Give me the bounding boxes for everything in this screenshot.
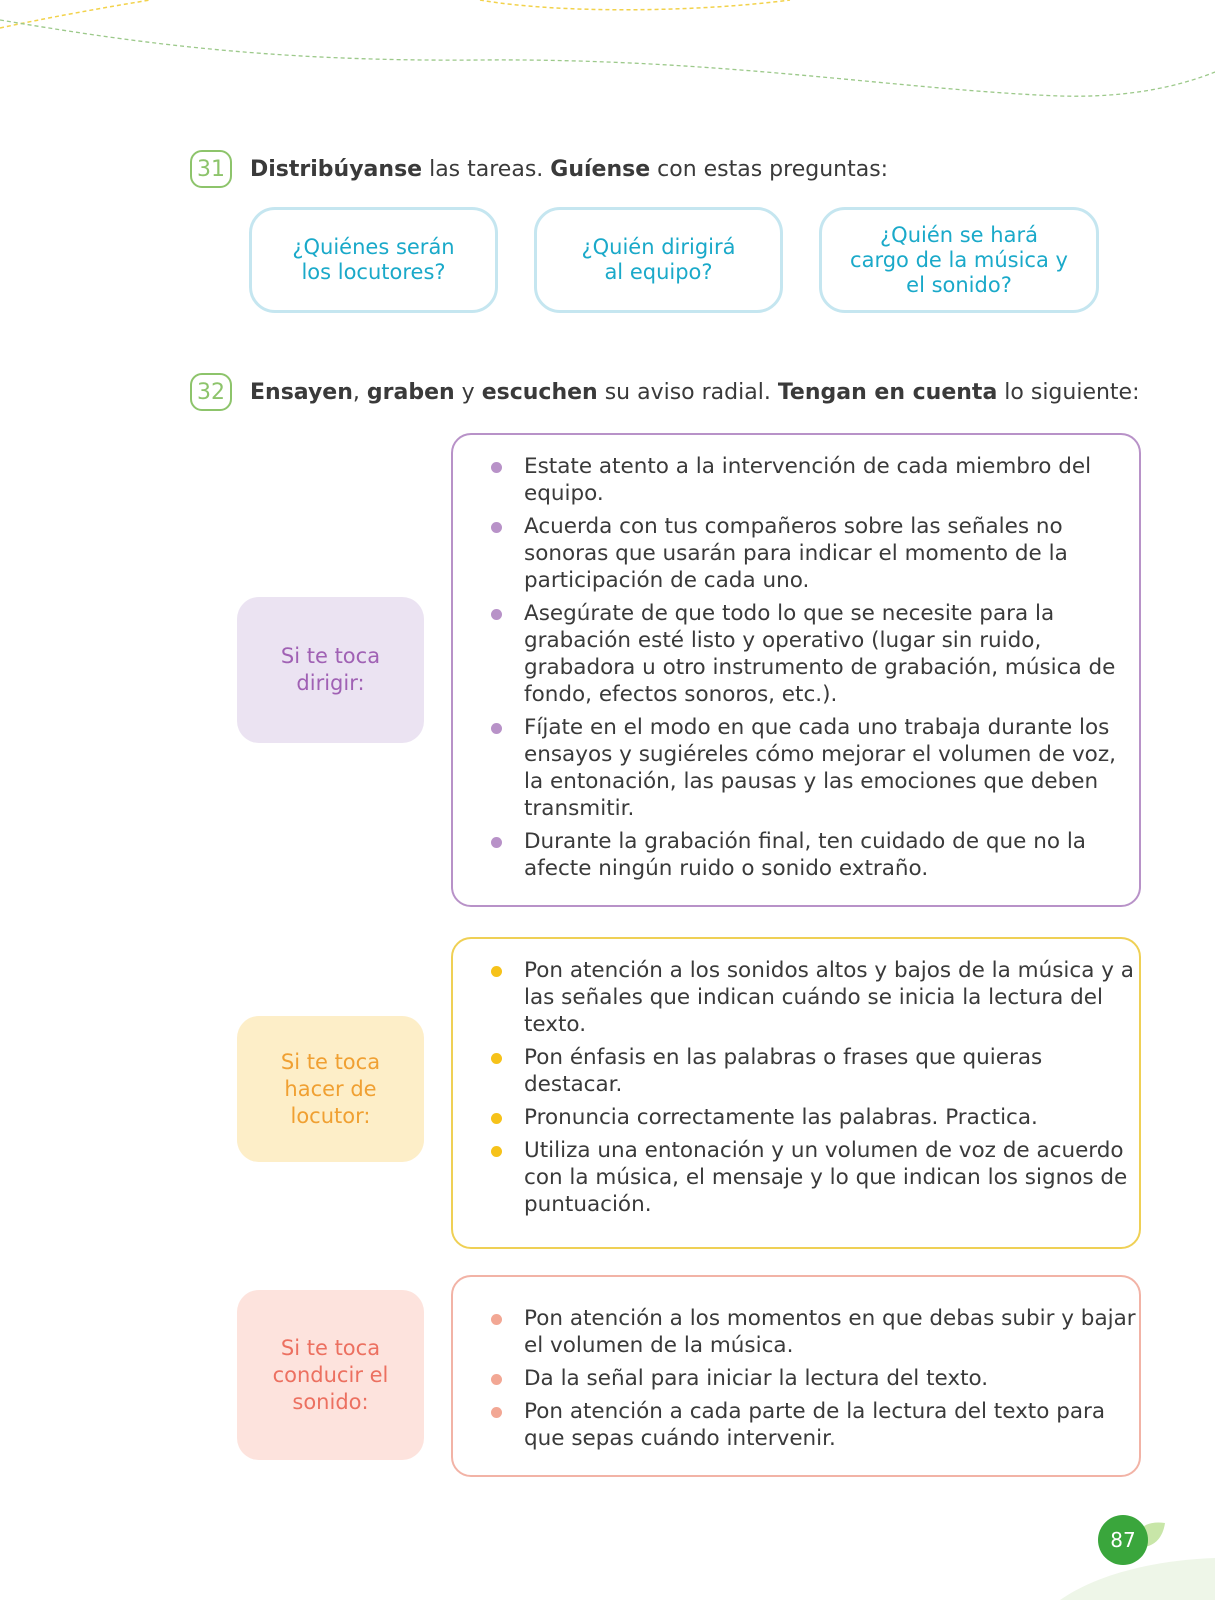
- list-item: Utiliza una entonación y un volumen de voz de acuerdo con la música, el mensaje y lo que indican los signos de puntuación.: [453, 1137, 1139, 1218]
- list-item: Pon atención a los momentos en que debas subir y bajar el volumen de la música.: [453, 1305, 1139, 1359]
- role-label-director: Si te toca dirigir:: [237, 597, 424, 743]
- step-number: 31: [190, 150, 232, 188]
- list-item: Fíjate en el modo en que cada uno trabaja durante los ensayos y sugiéreles cómo mejorar el volumen de voz, la entonación, las pausas y las emociones que deben transmitir.: [453, 714, 1139, 822]
- list-item: Acuerda con tus compañeros sobre las señales no sonoras que usarán para indicar el momento de la participación de cada uno.: [453, 513, 1139, 594]
- question-bubble: ¿Quiénes serán los locutores?: [249, 207, 498, 313]
- step-instruction: Ensayen, graben y escuchen su aviso radial. Tengan en cuenta lo siguiente:: [250, 379, 1140, 405]
- list-item: Da la señal para iniciar la lectura del texto.: [453, 1365, 1139, 1392]
- list-item: Pon atención a los sonidos altos y bajos de la música y a las señales que indican cuándo se inicia la lectura del texto.: [453, 957, 1139, 1038]
- list-item: Estate atento a la intervención de cada miembro del equipo.: [453, 453, 1139, 507]
- list-item: Pon énfasis en las palabras o frases que quieras destacar.: [453, 1044, 1139, 1098]
- step-number: 32: [190, 373, 232, 411]
- question-bubble: ¿Quién dirigirá al equipo?: [534, 207, 783, 313]
- role-label-announcer: Si te toca hacer de locutor:: [237, 1016, 424, 1162]
- question-bubble: ¿Quién se hará cargo de la música y el sonido?: [819, 207, 1099, 313]
- page-number: 87: [1098, 1515, 1148, 1565]
- role-label-sound: Si te toca conducir el sonido:: [237, 1290, 424, 1460]
- step-instruction: Distribúyanse las tareas. Guíense con estas preguntas:: [250, 156, 889, 182]
- list-item: Pon atención a cada parte de la lectura del texto para que sepas cuándo intervenir.: [453, 1398, 1139, 1452]
- list-item: Pronuncia correctamente las palabras. Practica.: [453, 1104, 1139, 1131]
- list-item: Asegúrate de que todo lo que se necesite para la grabación esté listo y operativo (lugar sin ruido, grabadora u otro instrumento de grabación, música de fondo, efectos sonoros, etc.).: [453, 600, 1139, 708]
- list-item: Durante la grabación final, ten cuidado de que no la afecte ningún ruido o sonido extraño.: [453, 828, 1139, 882]
